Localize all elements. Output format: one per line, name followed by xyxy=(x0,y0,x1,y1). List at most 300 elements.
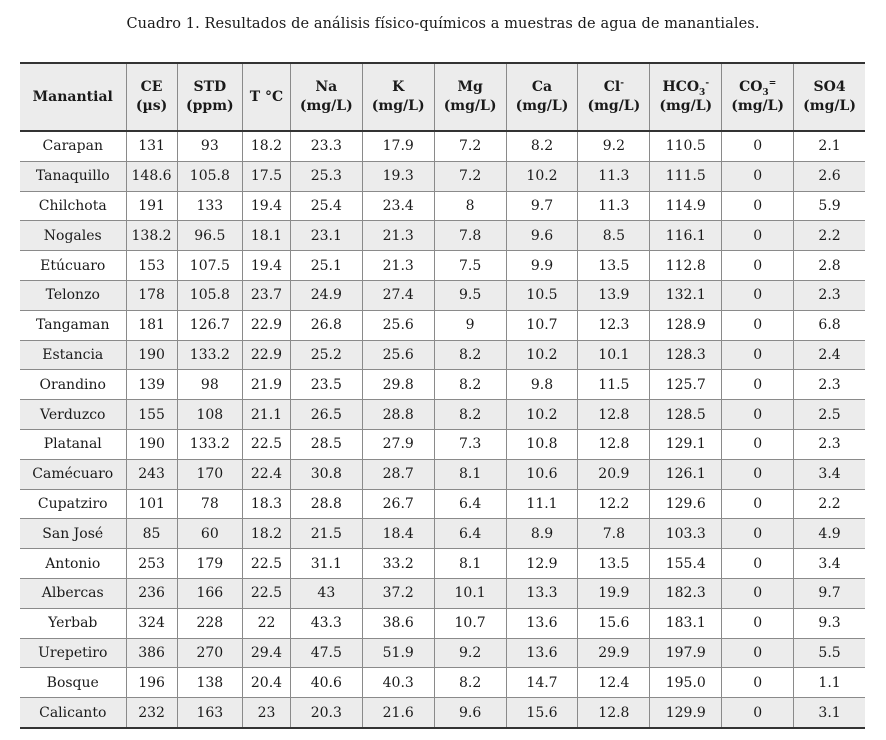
value-cell: 5.5 xyxy=(794,638,865,668)
value-cell: 25.6 xyxy=(362,340,434,370)
table-row xyxy=(20,638,865,668)
value-cell: 183.1 xyxy=(650,608,722,638)
value-cell: 18.2 xyxy=(243,519,291,549)
column-header-name: SO4 xyxy=(813,79,846,95)
spring-name-cell: Platanal xyxy=(20,429,126,459)
spring-name-cell: Yerbab xyxy=(20,608,126,638)
value-cell: 14.7 xyxy=(506,668,578,698)
column-header-unit: (mg/L) xyxy=(659,98,713,114)
value-cell: 18.2 xyxy=(243,131,291,161)
column-header-name: Mg xyxy=(457,79,483,95)
value-cell: 0 xyxy=(722,519,794,549)
value-cell: 7.8 xyxy=(578,519,650,549)
value-cell: 133.2 xyxy=(177,340,242,370)
spring-name-cell: Camécuaro xyxy=(20,459,126,489)
value-cell: 22.9 xyxy=(243,310,291,340)
table-row xyxy=(20,251,865,281)
value-cell: 22.5 xyxy=(243,549,291,579)
value-cell: 0 xyxy=(722,251,794,281)
value-cell: 107.5 xyxy=(177,251,242,281)
table-row xyxy=(20,221,865,251)
value-cell: 190 xyxy=(126,429,177,459)
column-header-subscript: 3 xyxy=(762,87,769,98)
value-cell: 195.0 xyxy=(650,668,722,698)
table-row xyxy=(20,400,865,430)
value-cell: 12.9 xyxy=(506,549,578,579)
value-cell: 0 xyxy=(722,191,794,221)
value-cell: 21.9 xyxy=(243,370,291,400)
value-cell: 93 xyxy=(177,131,242,161)
value-cell: 38.6 xyxy=(362,608,434,638)
value-cell: 23.7 xyxy=(243,280,291,310)
column-header xyxy=(362,63,434,131)
spring-name-cell: Estancia xyxy=(20,340,126,370)
value-cell: 8.2 xyxy=(434,340,506,370)
column-header-unit: (mg/L) xyxy=(371,98,425,114)
value-cell: 105.8 xyxy=(177,161,242,191)
value-cell: 22.9 xyxy=(243,340,291,370)
value-cell: 21.5 xyxy=(290,519,362,549)
table-row xyxy=(20,578,865,608)
value-cell: 0 xyxy=(722,489,794,519)
table-row xyxy=(20,608,865,638)
column-header-name: K xyxy=(392,79,405,95)
value-cell: 2.3 xyxy=(794,280,865,310)
value-cell: 114.9 xyxy=(650,191,722,221)
table-row xyxy=(20,370,865,400)
column-header-unit: (µs) xyxy=(135,98,168,114)
table-header xyxy=(20,63,865,131)
value-cell: 190 xyxy=(126,340,177,370)
value-cell: 96.5 xyxy=(177,221,242,251)
value-cell: 13.6 xyxy=(506,638,578,668)
value-cell: 13.6 xyxy=(506,608,578,638)
value-cell: 7.8 xyxy=(434,221,506,251)
value-cell: 13.5 xyxy=(578,549,650,579)
value-cell: 0 xyxy=(722,578,794,608)
value-cell: 29.8 xyxy=(362,370,434,400)
spring-name-cell: San José xyxy=(20,519,126,549)
column-header-name: Cl xyxy=(603,79,621,95)
value-cell: 11.5 xyxy=(578,370,650,400)
value-cell: 11.3 xyxy=(578,161,650,191)
value-cell: 25.1 xyxy=(290,251,362,281)
value-cell: 8.2 xyxy=(434,668,506,698)
value-cell: 37.2 xyxy=(362,578,434,608)
table-caption: Cuadro 1. Resultados de análisis físico-químicos a muestras de agua de manantiales. xyxy=(126,16,760,32)
value-cell: 98 xyxy=(177,370,242,400)
column-header-name: T °C xyxy=(249,88,284,105)
column-header-unit: (mg/L) xyxy=(515,98,569,114)
value-cell: 163 xyxy=(177,698,242,728)
value-cell: 9.9 xyxy=(506,251,578,281)
column-header xyxy=(243,63,291,131)
value-cell: 103.3 xyxy=(650,519,722,549)
value-cell: 9.7 xyxy=(794,578,865,608)
value-cell: 40.3 xyxy=(362,668,434,698)
value-cell: 8.1 xyxy=(434,459,506,489)
spring-name-cell: Tanaquillo xyxy=(20,161,126,191)
header-row xyxy=(20,63,865,131)
value-cell: 23.4 xyxy=(362,191,434,221)
value-cell: 10.8 xyxy=(506,429,578,459)
value-cell: 23.3 xyxy=(290,131,362,161)
column-header-unit: (mg/L) xyxy=(299,98,353,114)
value-cell: 28.5 xyxy=(290,429,362,459)
value-cell: 8.2 xyxy=(506,131,578,161)
value-cell: 0 xyxy=(722,280,794,310)
value-cell: 18.3 xyxy=(243,489,291,519)
value-cell: 10.2 xyxy=(506,340,578,370)
value-cell: 13.3 xyxy=(506,578,578,608)
value-cell: 155.4 xyxy=(650,549,722,579)
column-header-name: Ca xyxy=(531,79,553,95)
value-cell: 10.2 xyxy=(506,400,578,430)
value-cell: 9.2 xyxy=(434,638,506,668)
value-cell: 0 xyxy=(722,459,794,489)
value-cell: 270 xyxy=(177,638,242,668)
value-cell: 153 xyxy=(126,251,177,281)
spring-name-cell: Bosque xyxy=(20,668,126,698)
value-cell: 13.9 xyxy=(578,280,650,310)
value-cell: 23 xyxy=(243,698,291,728)
value-cell: 0 xyxy=(722,668,794,698)
value-cell: 9.2 xyxy=(578,131,650,161)
value-cell: 228 xyxy=(177,608,242,638)
value-cell: 7.5 xyxy=(434,251,506,281)
value-cell: 108 xyxy=(177,400,242,430)
value-cell: 10.7 xyxy=(434,608,506,638)
value-cell: 0 xyxy=(722,161,794,191)
value-cell: 28.8 xyxy=(362,400,434,430)
value-cell: 9.3 xyxy=(794,608,865,638)
spring-name-cell: Calicanto xyxy=(20,698,126,728)
value-cell: 133.2 xyxy=(177,429,242,459)
value-cell: 22 xyxy=(243,608,291,638)
value-cell: 10.7 xyxy=(506,310,578,340)
value-cell: 125.7 xyxy=(650,370,722,400)
value-cell: 25.6 xyxy=(362,310,434,340)
value-cell: 12.4 xyxy=(578,668,650,698)
value-cell: 0 xyxy=(722,370,794,400)
spring-name-cell: Carapan xyxy=(20,131,126,161)
table-row xyxy=(20,161,865,191)
value-cell: 15.6 xyxy=(578,608,650,638)
value-cell: 31.1 xyxy=(290,549,362,579)
value-cell: 8.2 xyxy=(434,400,506,430)
column-header xyxy=(506,63,578,131)
value-cell: 2.3 xyxy=(794,429,865,459)
table-row xyxy=(20,519,865,549)
value-cell: 0 xyxy=(722,131,794,161)
value-cell: 29.9 xyxy=(578,638,650,668)
column-header-unit: (mg/L) xyxy=(731,98,785,114)
column-header-superscript: - xyxy=(705,78,710,89)
value-cell: 20.3 xyxy=(290,698,362,728)
value-cell: 26.5 xyxy=(290,400,362,430)
value-cell: 128.9 xyxy=(650,310,722,340)
value-cell: 236 xyxy=(126,578,177,608)
value-cell: 191 xyxy=(126,191,177,221)
value-cell: 13.5 xyxy=(578,251,650,281)
table-row xyxy=(20,340,865,370)
column-header xyxy=(650,63,722,131)
value-cell: 30.8 xyxy=(290,459,362,489)
value-cell: 12.8 xyxy=(578,429,650,459)
value-cell: 17.5 xyxy=(243,161,291,191)
value-cell: 21.6 xyxy=(362,698,434,728)
value-cell: 197.9 xyxy=(650,638,722,668)
value-cell: 12.8 xyxy=(578,698,650,728)
value-cell: 0 xyxy=(722,340,794,370)
value-cell: 9 xyxy=(434,310,506,340)
value-cell: 2.1 xyxy=(794,131,865,161)
value-cell: 43.3 xyxy=(290,608,362,638)
value-cell: 51.9 xyxy=(362,638,434,668)
value-cell: 18.4 xyxy=(362,519,434,549)
value-cell: 22.5 xyxy=(243,429,291,459)
value-cell: 27.9 xyxy=(362,429,434,459)
value-cell: 19.4 xyxy=(243,191,291,221)
spring-name-cell: Urepetiro xyxy=(20,638,126,668)
value-cell: 101 xyxy=(126,489,177,519)
value-cell: 128.5 xyxy=(650,400,722,430)
value-cell: 3.4 xyxy=(794,549,865,579)
table-row xyxy=(20,429,865,459)
value-cell: 8.5 xyxy=(578,221,650,251)
spring-name-cell: Orandino xyxy=(20,370,126,400)
value-cell: 29.4 xyxy=(243,638,291,668)
column-header-name: Na xyxy=(315,79,338,95)
column-header-unit: (mg/L) xyxy=(587,98,641,114)
value-cell: 2.2 xyxy=(794,221,865,251)
value-cell: 28.7 xyxy=(362,459,434,489)
column-header-name: CO xyxy=(739,79,763,95)
value-cell: 196 xyxy=(126,668,177,698)
table-row xyxy=(20,668,865,698)
value-cell: 12.2 xyxy=(578,489,650,519)
value-cell: 40.6 xyxy=(290,668,362,698)
value-cell: 23.5 xyxy=(290,370,362,400)
value-cell: 9.6 xyxy=(434,698,506,728)
value-cell: 0 xyxy=(722,429,794,459)
value-cell: 166 xyxy=(177,578,242,608)
value-cell: 0 xyxy=(722,638,794,668)
value-cell: 12.3 xyxy=(578,310,650,340)
spring-name-cell: Telonzo xyxy=(20,280,126,310)
column-header xyxy=(290,63,362,131)
value-cell: 126.1 xyxy=(650,459,722,489)
value-cell: 0 xyxy=(722,310,794,340)
value-cell: 17.9 xyxy=(362,131,434,161)
value-cell: 6.8 xyxy=(794,310,865,340)
spring-name-cell: Antonio xyxy=(20,549,126,579)
value-cell: 2.5 xyxy=(794,400,865,430)
value-cell: 60 xyxy=(177,519,242,549)
value-cell: 10.1 xyxy=(578,340,650,370)
value-cell: 0 xyxy=(722,221,794,251)
value-cell: 129.6 xyxy=(650,489,722,519)
column-header-subscript: 3 xyxy=(699,87,706,98)
value-cell: 133 xyxy=(177,191,242,221)
column-header xyxy=(794,63,865,131)
column-header-unit: (ppm) xyxy=(186,98,234,114)
value-cell: 6.4 xyxy=(434,519,506,549)
spring-name-cell: Nogales xyxy=(20,221,126,251)
value-cell: 19.9 xyxy=(578,578,650,608)
value-cell: 85 xyxy=(126,519,177,549)
spring-name-cell: Etúcuaro xyxy=(20,251,126,281)
value-cell: 8.1 xyxy=(434,549,506,579)
value-cell: 28.8 xyxy=(290,489,362,519)
column-header xyxy=(434,63,506,131)
value-cell: 11.3 xyxy=(578,191,650,221)
column-header xyxy=(177,63,242,131)
value-cell: 43 xyxy=(290,578,362,608)
value-cell: 3.1 xyxy=(794,698,865,728)
value-cell: 5.9 xyxy=(794,191,865,221)
spring-name-cell: Tangaman xyxy=(20,310,126,340)
table-row xyxy=(20,459,865,489)
value-cell: 27.4 xyxy=(362,280,434,310)
value-cell: 324 xyxy=(126,608,177,638)
table-body xyxy=(20,131,865,728)
value-cell: 47.5 xyxy=(290,638,362,668)
value-cell: 3.4 xyxy=(794,459,865,489)
table-row xyxy=(20,280,865,310)
value-cell: 253 xyxy=(126,549,177,579)
value-cell: 129.1 xyxy=(650,429,722,459)
value-cell: 25.4 xyxy=(290,191,362,221)
value-cell: 12.8 xyxy=(578,400,650,430)
value-cell: 21.3 xyxy=(362,251,434,281)
value-cell: 2.4 xyxy=(794,340,865,370)
value-cell: 25.2 xyxy=(290,340,362,370)
value-cell: 21.1 xyxy=(243,400,291,430)
value-cell: 22.5 xyxy=(243,578,291,608)
value-cell: 4.9 xyxy=(794,519,865,549)
value-cell: 2.2 xyxy=(794,489,865,519)
spring-name-cell: Chilchota xyxy=(20,191,126,221)
spring-name-cell: Cupatziro xyxy=(20,489,126,519)
value-cell: 25.3 xyxy=(290,161,362,191)
value-cell: 139 xyxy=(126,370,177,400)
column-header-name: HCO xyxy=(662,79,700,95)
value-cell: 8.9 xyxy=(506,519,578,549)
table-row xyxy=(20,698,865,728)
value-cell: 10.2 xyxy=(506,161,578,191)
column-header xyxy=(722,63,794,131)
column-header-unit: (mg/L) xyxy=(803,98,856,114)
value-cell: 129.9 xyxy=(650,698,722,728)
value-cell: 7.3 xyxy=(434,429,506,459)
value-cell: 148.6 xyxy=(126,161,177,191)
value-cell: 178 xyxy=(126,280,177,310)
value-cell: 26.7 xyxy=(362,489,434,519)
value-cell: 18.1 xyxy=(243,221,291,251)
value-cell: 116.1 xyxy=(650,221,722,251)
value-cell: 9.5 xyxy=(434,280,506,310)
value-cell: 11.1 xyxy=(506,489,578,519)
value-cell: 111.5 xyxy=(650,161,722,191)
value-cell: 10.6 xyxy=(506,459,578,489)
value-cell: 15.6 xyxy=(506,698,578,728)
value-cell: 78 xyxy=(177,489,242,519)
column-header xyxy=(20,63,126,131)
value-cell: 23.1 xyxy=(290,221,362,251)
value-cell: 181 xyxy=(126,310,177,340)
value-cell: 21.3 xyxy=(362,221,434,251)
value-cell: 6.4 xyxy=(434,489,506,519)
water-analysis-table xyxy=(20,62,865,729)
value-cell: 0 xyxy=(722,400,794,430)
value-cell: 10.1 xyxy=(434,578,506,608)
value-cell: 22.4 xyxy=(243,459,291,489)
value-cell: 9.6 xyxy=(506,221,578,251)
column-header-unit: (mg/L) xyxy=(443,98,497,114)
value-cell: 9.8 xyxy=(506,370,578,400)
column-header-name: CE xyxy=(140,79,163,95)
value-cell: 19.4 xyxy=(243,251,291,281)
spring-name-cell: Verduzco xyxy=(20,400,126,430)
value-cell: 8 xyxy=(434,191,506,221)
value-cell: 8.2 xyxy=(434,370,506,400)
value-cell: 182.3 xyxy=(650,578,722,608)
table-row xyxy=(20,489,865,519)
column-header xyxy=(126,63,177,131)
value-cell: 386 xyxy=(126,638,177,668)
value-cell: 138 xyxy=(177,668,242,698)
table-row xyxy=(20,131,865,161)
value-cell: 126.7 xyxy=(177,310,242,340)
value-cell: 132.1 xyxy=(650,280,722,310)
value-cell: 19.3 xyxy=(362,161,434,191)
column-header-superscript: - xyxy=(620,78,624,89)
table-row xyxy=(20,549,865,579)
value-cell: 2.6 xyxy=(794,161,865,191)
table-row xyxy=(20,191,865,221)
value-cell: 7.2 xyxy=(434,131,506,161)
value-cell: 232 xyxy=(126,698,177,728)
value-cell: 10.5 xyxy=(506,280,578,310)
value-cell: 2.8 xyxy=(794,251,865,281)
value-cell: 20.9 xyxy=(578,459,650,489)
value-cell: 128.3 xyxy=(650,340,722,370)
value-cell: 138.2 xyxy=(126,221,177,251)
value-cell: 0 xyxy=(722,549,794,579)
value-cell: 170 xyxy=(177,459,242,489)
value-cell: 0 xyxy=(722,698,794,728)
value-cell: 155 xyxy=(126,400,177,430)
value-cell: 7.2 xyxy=(434,161,506,191)
value-cell: 2.3 xyxy=(794,370,865,400)
value-cell: 26.8 xyxy=(290,310,362,340)
column-header-name: Manantial xyxy=(32,88,113,105)
column-header-superscript: = xyxy=(768,78,777,89)
value-cell: 110.5 xyxy=(650,131,722,161)
value-cell: 243 xyxy=(126,459,177,489)
value-cell: 131 xyxy=(126,131,177,161)
table-row xyxy=(20,310,865,340)
value-cell: 105.8 xyxy=(177,280,242,310)
column-header xyxy=(578,63,650,131)
value-cell: 24.9 xyxy=(290,280,362,310)
value-cell: 179 xyxy=(177,549,242,579)
spring-name-cell: Albercas xyxy=(20,578,126,608)
value-cell: 20.4 xyxy=(243,668,291,698)
value-cell: 112.8 xyxy=(650,251,722,281)
value-cell: 9.7 xyxy=(506,191,578,221)
